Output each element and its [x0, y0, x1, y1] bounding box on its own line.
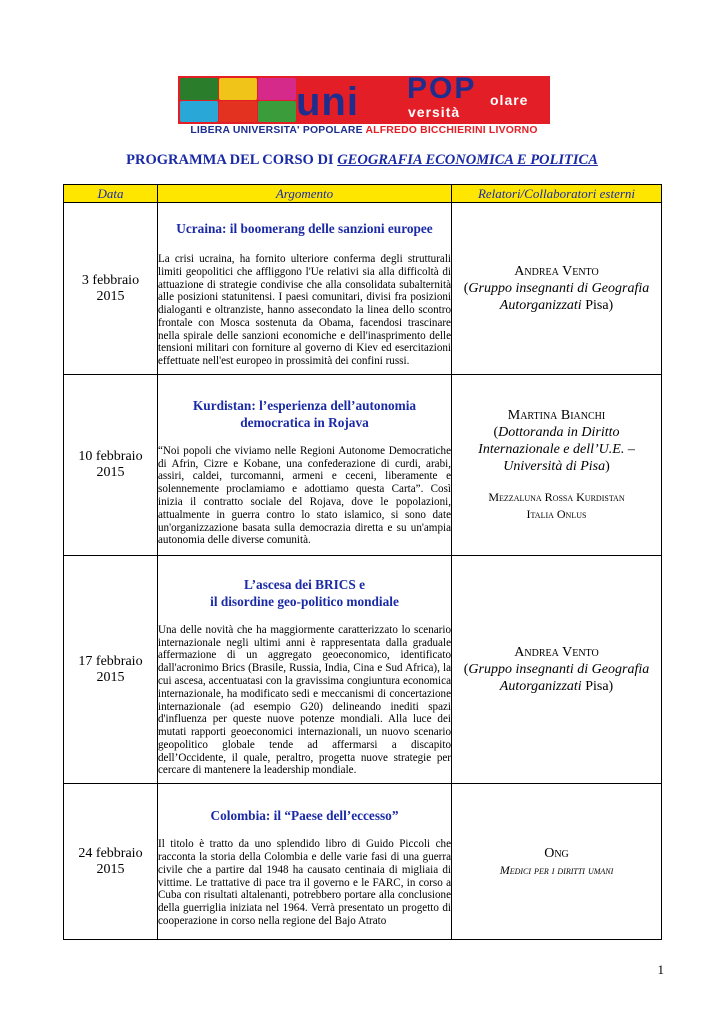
session-date: 24 febbraio 2015 — [64, 784, 158, 940]
table-header-row — [64, 185, 662, 203]
table-row — [64, 375, 662, 556]
logo-illustration — [180, 78, 296, 122]
session-topic — [158, 203, 452, 375]
session-topic — [158, 375, 452, 556]
logo-banner — [178, 72, 550, 124]
speaker-organization: Mezzaluna Rossa Kurdistan Italia Onlus — [488, 490, 625, 521]
session-topic — [158, 784, 452, 940]
title-subject: GEOGRAFIA ECONOMICA E POLITICA — [337, 152, 598, 168]
session-speakers — [452, 784, 662, 940]
header-speakers: Relatori/Collaboratori esterni — [452, 185, 662, 203]
topic-description: “Noi popoli che viviamo nelle Regioni Autonome Democratiche di Afrin, Cizre e Kobane, una confederazione di curdi, arabi, assiri, caldei, turcomanni, armeni e ceceni, liberamente e solennemente proclamiamo e adottiamo questa Carta”. Così inizia il contratto sociale del Rojava, dove le popolazioni, attualmente in guerra contro lo stato islamico, si sono date un'organizzazione basata sulla democrazia diretta e su un'ampia autonomia delle diverse comunità. — [158, 444, 451, 547]
topic-description: Una delle novità che ha maggiormente caratterizzato lo scenario internazionale negli ultimi anni è rappresentata dalla graduale affermazione di un aggregato geoeconomico, identificato dall'acronimo Brics (Brasile, Russia, India, Cina e Sud Africa), la cui ascesa, accentuatasi con la gravissima congiuntura economica internazionale, ha modificato sedi e meccanismi di concertazione internazionale (ad esempio G20) delineando inediti spazi d'influenza per queste nuove potenze mondiali. Alla luce dei mutati rapporti geoeconomici internazionali, un nuovo scenario geopolitico globale tende ad affermarsi a discapito dell’Occidente, il quale, peraltro, progetta nuove strategie per cercare di mantenere la leadership mondiale. — [158, 623, 451, 777]
speaker-name: Andrea Vento — [514, 264, 599, 279]
logo-word-versita: versità — [408, 104, 461, 120]
program-table — [63, 184, 662, 940]
topic-title: L’ascesa dei BRICS e il disordine geo-politico mondiale — [210, 576, 399, 609]
speaker-name: Martina Bianchi — [507, 408, 606, 423]
table-row — [64, 203, 662, 375]
session-date: 10 febbraio 2015 — [64, 375, 158, 556]
topic-title: Colombia: il “Paese dell’eccesso” — [210, 808, 399, 824]
speaker-name: Andrea Vento — [514, 645, 599, 660]
session-date: 3 febbraio 2015 — [64, 203, 158, 375]
session-speakers — [452, 203, 662, 375]
header-date: Data — [64, 185, 158, 203]
session-topic — [158, 556, 452, 784]
title-prefix: PROGRAMMA DEL CORSO DI — [126, 152, 338, 168]
topic-title: Kurdistan: l’esperienza dell’autonomia democratica in Rojava — [192, 397, 417, 430]
topic-title: Ucraina: il boomerang delle sanzioni europee — [176, 220, 433, 236]
speaker-affiliation: (Gruppo insegnanti di Geografia Autorganizzati Pisa) — [463, 662, 650, 694]
page-number: 1 — [657, 962, 664, 977]
logo-word-olare: olare — [490, 92, 529, 108]
table-row — [64, 784, 662, 940]
speaker-organization: Medici per i diritti umani — [499, 862, 614, 877]
logo-word-pop: POP — [407, 72, 477, 105]
header-topic: Argomento — [158, 185, 452, 203]
session-speakers — [452, 556, 662, 784]
logo-caption: LIBERA UNIVERSITA' POPOLARE ALFREDO BICCHIERINI LIVORNO — [190, 125, 538, 136]
speaker-name: Ong — [544, 845, 569, 861]
session-speakers — [452, 375, 662, 556]
topic-description: La crisi ucraina, ha fornito ulteriore conferma degli strutturali limiti geopolitici che affliggono l'Ue relativi sia alla difficoltà di attuazione di strategie condivise che alla consolidata subalternità alle posizioni statunitensi. I paesi comunitari, divisi fra posizioni dialoganti e oltranziste, hanno assecondato la linea dello scontro frontale con Mosca sostenuta da Obama, facendosi trascinare nella spirale delle sanzioni economiche e dell'inasprimento delle tensioni militari con forniture al governo di Kiev ed esercitazioni effettuate nell'est europeo in prossimità dei confini russi. — [158, 252, 451, 368]
document-title — [0, 152, 724, 169]
session-date: 17 febbraio 2015 — [64, 556, 158, 784]
topic-description: Il titolo è tratto da uno splendido libro di Guido Piccoli che racconta la storia della Colombia e delle varie fasi di una guerra civile che a partire dal 1948 ha causato centinaia di migliaia di vittime. Le trattative di pace tra il governo e le FARC, in corso a Cuba con risultati altalenanti, potrebbero portare alla conclusione della guerriglia iniziata nel 1964. Verrà presentato un progetto di cooperazione in corso nella regione del Bajo Atrato — [158, 838, 451, 927]
table-row — [64, 556, 662, 784]
speaker-affiliation: (Gruppo insegnanti di Geografia Autorganizzati Pisa) — [463, 281, 650, 313]
speaker-affiliation: (Dottoranda in Diritto Internazionale e dell’U.E. – Università di Pisa) — [478, 425, 635, 474]
logo-word-uni: uni — [296, 80, 359, 124]
logo — [178, 72, 550, 138]
